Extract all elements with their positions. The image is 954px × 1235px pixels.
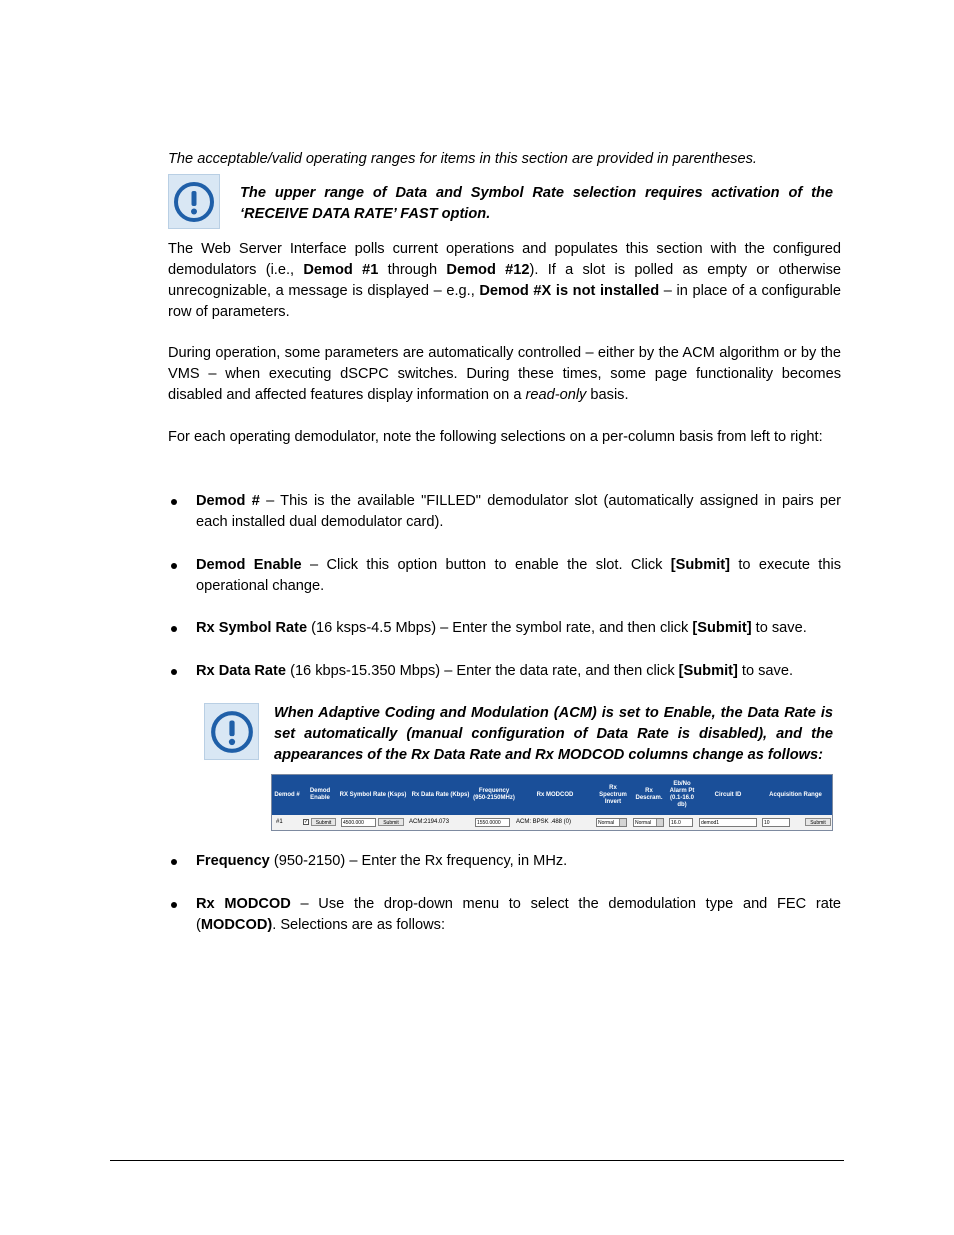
- paragraph-operation: During operation, some parameters are automatically controlled – either by the ACM algorithm or by the VMS – when executing dSCPC switches. During these times, some page functionality becomes disabled and affected features display information on a read-only basis.: [168, 345, 841, 403]
- descram-select[interactable]: Normal: [633, 818, 664, 827]
- bullet-demod-enable: Demod Enable – Click this option button to enable the slot. Click [Submit] to execute this operational change.: [196, 557, 841, 594]
- header-rx-data-rate: Rx Data Rate (Kbps): [411, 791, 470, 798]
- bullet-rx-symbol-rate: Rx Symbol Rate (16 ksps-4.5 Mbps) – Enter the symbol rate, and then click [Submit] to save.: [196, 620, 807, 636]
- header-ebno-alarm: Eb/No Alarm Pt (0.1-16.0 db): [669, 781, 695, 808]
- footer-divider: [110, 1160, 844, 1161]
- header-frequency: Frequency (950-2150MHz): [473, 788, 515, 801]
- cell-rx-modcod: ACM: BPSK .488 (0): [516, 819, 572, 825]
- note-acm-text: When Adaptive Coding and Modulation (ACM) is set to Enable, the Data Rate is set automatically (manual configuration of Data Rate is disabled), and the appearances of the Rx Data Rate and Rx MODCOD columns change as follows:: [274, 705, 833, 763]
- header-rx-symbol-rate: RX Symbol Rate (Ksps): [339, 791, 407, 798]
- demod-enable-checkbox[interactable]: ✓: [304, 819, 309, 825]
- frequency-input[interactable]: 1550.0000: [475, 818, 510, 827]
- spectrum-invert-select[interactable]: Normal: [596, 818, 627, 827]
- table-row: [272, 815, 832, 830]
- header-rx-descram: Rx Descram.: [635, 788, 663, 801]
- bullet-rx-modcod: Rx MODCOD – Use the drop-down menu to select the demodulation type and FEC rate (MODCOD). Selections are as follows:: [196, 896, 842, 933]
- header-circuit-id: Circuit ID: [714, 791, 742, 798]
- demod-config-table-screenshot: [271, 774, 833, 831]
- paragraph-per-column: For each operating demodulator, note the following selections on a per-column basis from left to right:: [168, 429, 823, 445]
- cell-data-rate: ACM:2194.073: [409, 819, 450, 825]
- bullet-demod-number: Demod # – This is the available "FILLED" demodulator slot (automatically assigned in pairs per each installed dual demodulator card).: [196, 493, 841, 530]
- exclamation-circle-icon: [168, 174, 220, 229]
- header-demod-enable: Demod Enable: [309, 788, 331, 801]
- note-activation-text: The upper range of Data and Symbol Rate selection requires activation of the ‘RECEIVE DATA RATE’ FAST option.: [240, 185, 833, 222]
- exclamation-circle-icon: [204, 703, 259, 760]
- header-demod-number: Demod #: [274, 791, 300, 798]
- header-rx-modcod: Rx MODCOD: [536, 791, 574, 798]
- circuit-id-input[interactable]: demod1: [699, 818, 757, 827]
- paragraph-polling: The Web Server Interface polls current operations and populates this section with the configured demodulators (i.e., Demod #1 through Demod #12). If a slot is polled as empty or otherwise unrecognizable, a message is displayed – e.g., Demod #X is not installed – in place of a configurable row of parameters.: [168, 241, 841, 320]
- acquisition-range-input[interactable]: 10: [762, 818, 790, 827]
- table-header: [272, 775, 832, 815]
- header-acquisition-range: Acquisition Range: [769, 791, 822, 798]
- acquisition-submit-button[interactable]: Submit: [805, 818, 831, 826]
- symbol-rate-input[interactable]: 4500.000: [341, 818, 376, 827]
- header-rx-spectrum-invert: Rx Spectrum Invert: [599, 784, 627, 805]
- bullet-frequency: Frequency (950-2150) – Enter the Rx frequency, in MHz.: [196, 853, 568, 869]
- bullet-rx-data-rate: Rx Data Rate (16 kbps-15.350 Mbps) – Enter the data rate, and then click [Submit] to save.: [196, 663, 794, 679]
- enable-submit-button[interactable]: Submit: [311, 818, 336, 826]
- ebno-input[interactable]: 16.0: [669, 818, 693, 827]
- cell-demod-number: #1: [276, 819, 283, 825]
- symbol-rate-submit-button[interactable]: Submit: [378, 818, 404, 826]
- intro-note: The acceptable/valid operating ranges for items in this section are provided in parentheses.: [168, 151, 757, 167]
